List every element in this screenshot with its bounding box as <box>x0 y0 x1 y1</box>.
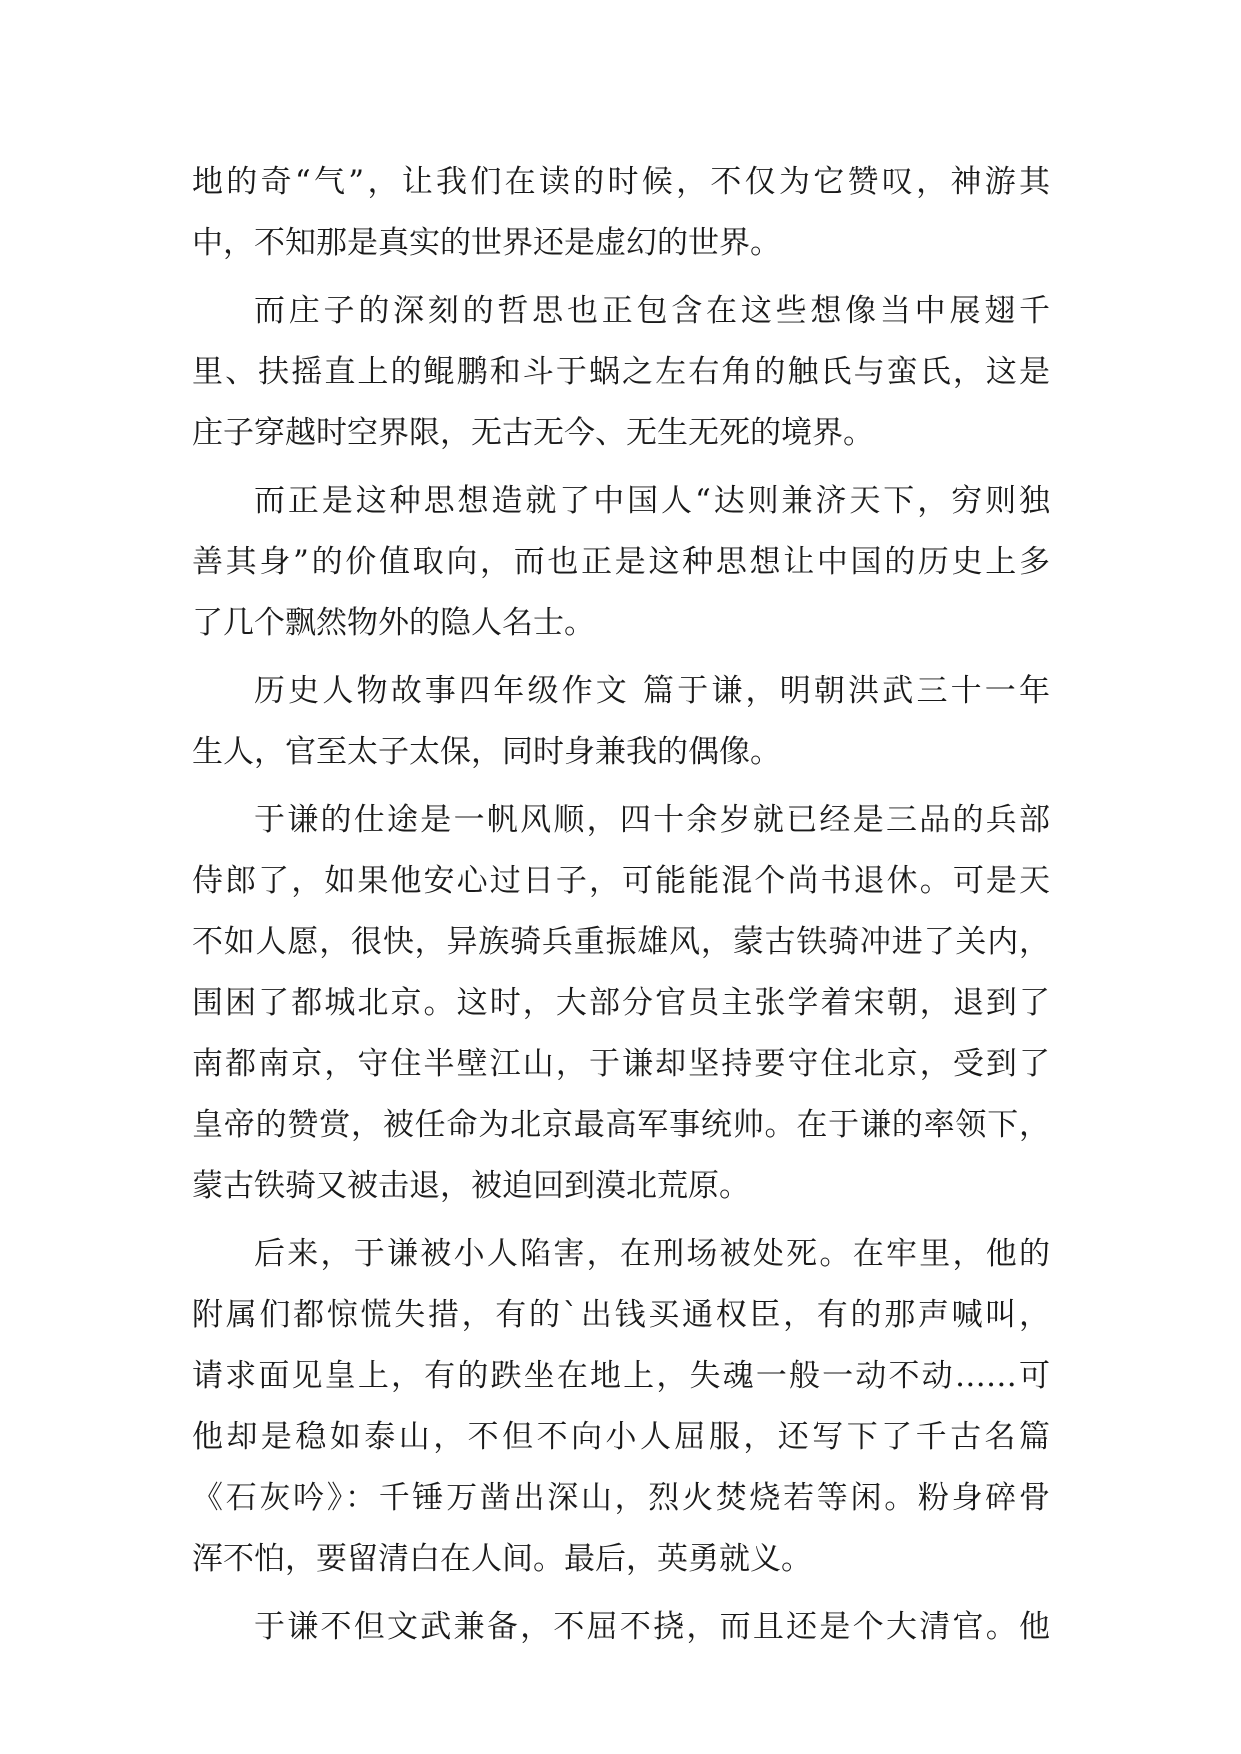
text-line: 里、扶摇直上的鲲鹏和斗于蜗之左右角的触氏与蛮氏，这是 <box>192 354 1050 390</box>
text-line: 了几个飘然物外的隐人名士。 <box>192 605 595 641</box>
paragraph <box>192 661 1050 783</box>
text-line: 历史人物故事四年级作文 篇于谦，明朝洪武三十一年 <box>254 673 1050 709</box>
text-line: 请求面见皇上，有的跌坐在地上，失魂一般一动不动……可 <box>192 1358 1050 1394</box>
document-page <box>192 152 1050 1658</box>
text-line: 南都南京，守住半壁江山，于谦却坚持要守住北京，受到了 <box>192 1046 1050 1082</box>
text-line: 而庄子的深刻的哲思也正包含在这些想像当中展翅千 <box>254 293 1050 329</box>
paragraph <box>192 790 1050 1217</box>
text-line: 中，不知那是真实的世界还是虚幻的世界。 <box>192 225 781 261</box>
text-line: 善其身”的价值取向，而也正是这种思想让中国的历史上多 <box>192 544 1050 580</box>
text-line: 而正是这种思想造就了中国人“达则兼济天下，穷则独 <box>254 483 1050 519</box>
text-line: 围困了都城北京。这时，大部分官员主张学着宋朝，退到了 <box>192 985 1050 1021</box>
text-line: 浑不怕，要留清白在人间。最后，英勇就义。 <box>192 1541 812 1577</box>
paragraph <box>192 152 1050 274</box>
paragraph <box>192 1224 1050 1590</box>
text-line: 他却是稳如泰山，不但不向小人屈服，还写下了千古名篇 <box>192 1419 1050 1455</box>
paragraph <box>192 281 1050 464</box>
paragraph <box>192 471 1050 654</box>
paragraph <box>192 1597 1050 1658</box>
text-line: 于谦不但文武兼备，不屈不挠，而且还是个大清官。他 <box>254 1609 1050 1645</box>
text-line: 附属们都惊慌失措，有的`出钱买通权臣，有的那声喊叫， <box>192 1297 1050 1333</box>
text-line: 《石灰吟》：千锤万凿出深山，烈火焚烧若等闲。粉身碎骨 <box>192 1480 1050 1516</box>
text-line: 地的奇“气”，让我们在读的时候，不仅为它赞叹，神游其 <box>192 164 1050 200</box>
text-line: 蒙古铁骑又被击退，被迫回到漠北荒原。 <box>192 1168 750 1204</box>
text-line: 于谦的仕途是一帆风顺，四十余岁就已经是三品的兵部 <box>254 802 1050 838</box>
text-line: 皇帝的赞赏，被任命为北京最高军事统帅。在于谦的率领下， <box>192 1107 1050 1143</box>
text-line: 生人，官至太子太保，同时身兼我的偶像。 <box>192 734 781 770</box>
text-line: 不如人愿，很快，异族骑兵重振雄风，蒙古铁骑冲进了关内， <box>192 924 1050 960</box>
text-line: 庄子穿越时空界限，无古无今、无生无死的境界。 <box>192 415 874 451</box>
text-line: 侍郎了，如果他安心过日子，可能能混个尚书退休。可是天 <box>192 863 1050 899</box>
text-line: 后来，于谦被小人陷害，在刑场被处死。在牢里，他的 <box>254 1236 1050 1272</box>
